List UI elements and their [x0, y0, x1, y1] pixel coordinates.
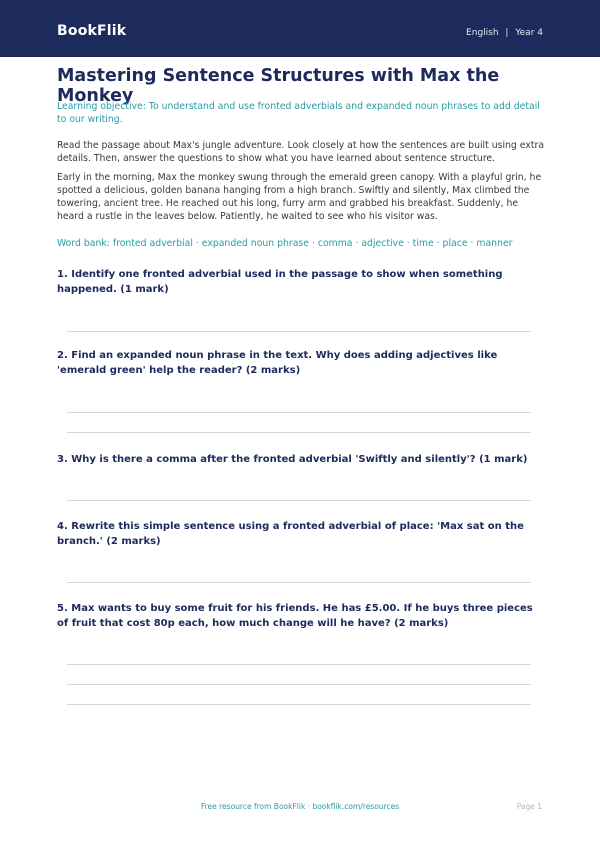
instructions-text: Read the passage about Max's jungle adventure. Look closely at how the sentences are built using extra details. Then, answer the questions to show what you have learned about sentence structure.	[57, 140, 545, 164]
page-header	[0, 0, 600, 57]
page-number: Page 1	[516, 802, 542, 811]
reading-passage: Early in the morning, Max the monkey swung through the emerald green canopy. With a playful grin, he spotted a delicious, golden banana hanging from a high branch. Swiftly and silently, Max climbed the towering, ancient tree. He reached out his long, furry arm and grabbed his breakfast. Suddenly, he heard a rustle in the leaves below. Patiently, he waited to see who his visitor was.	[57, 172, 542, 222]
question-3: 3. Why is there a comma after the fronted adverbial 'Swiftly and silently'? (1 mark)	[57, 454, 528, 465]
brand-logo[interactable]: BookFlik	[57, 23, 127, 39]
meta-separator: |	[505, 28, 509, 38]
answer-line[interactable]	[67, 432, 531, 433]
question-2: 2. Find an expanded noun phrase in the text. Why does adding adjectives like 'emerald green' help the reader? (2 marks)	[57, 350, 498, 376]
learning-objective: Learning objective: To understand and use fronted adverbials and expanded noun phrases to add detail to our writing.	[57, 101, 540, 125]
question-4: 4. Rewrite this simple sentence using a fronted adverbial of place: 'Max sat on the branch.' (2 marks)	[57, 521, 524, 547]
answer-line[interactable]	[67, 500, 531, 501]
answer-line[interactable]	[67, 684, 531, 685]
answer-line[interactable]	[67, 412, 531, 413]
answer-line[interactable]	[67, 582, 531, 583]
subject-year-label	[466, 28, 543, 38]
word-bank: Word bank: fronted adverbial · expanded noun phrase · comma · adjective · time · place · manner	[57, 238, 513, 249]
subject-label: English	[466, 28, 499, 38]
footer-source-link[interactable]: Free resource from BookFlik · bookflik.com/resources	[200, 802, 400, 811]
page-title: Mastering Sentence Structures with Max the Monkey	[57, 66, 500, 106]
answer-line[interactable]	[67, 331, 531, 332]
answer-line[interactable]	[67, 664, 531, 665]
year-label: Year 4	[515, 28, 543, 38]
page-footer	[0, 802, 600, 814]
answer-line[interactable]	[67, 704, 531, 705]
question-5: 5. Max wants to buy some fruit for his friends. He has £5.00. If he buys three pieces of fruit that cost 80p each, how much change will he have? (2 marks)	[57, 603, 533, 629]
question-1: 1. Identify one fronted adverbial used in the passage to show when something happened. (1 mark)	[57, 269, 503, 295]
